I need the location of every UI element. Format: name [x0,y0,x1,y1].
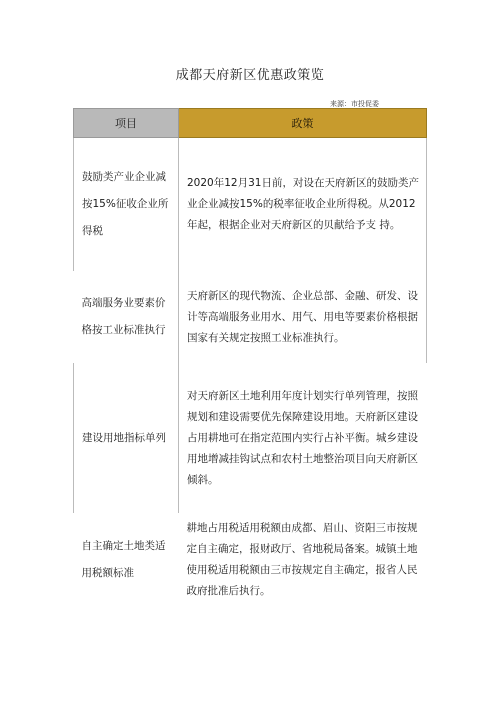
row-policy-text: 天府新区的现代物流、企业总部、金融、研发、设计等高端服务业用水、用气、用电等要素价格根据国家有关规定按照工业标准执行。 [187,289,418,344]
row-item-cell [74,138,179,272]
row-item-cell [74,363,179,513]
table-row [74,513,427,607]
source-note: 来源：市投促委 [330,100,379,108]
row-policy-text: 2020年12月31日前，对设在天府新区的鼓励类产业企业减按15%的税率征收企业所得税。从2012年起，根据企业对天府新区的贝献给予支 持。 [187,177,419,231]
header-item: 项目 [74,109,179,138]
document-title: 成都天府新区优惠政策览 [175,68,325,83]
row-item-cell [74,513,179,607]
row-policy-cell [179,513,427,607]
table-row [74,271,427,363]
row-item-text: 高端服务业要素价格按工业标准执行 [81,297,166,336]
row-policy-text: 对天府新区土地利用年度计划实行单列管理，按照规划和建设需要优先保障建设用地。天府新区建设占用耕地可在指定范围内实行占补平衡。城乡建设用地增减挂钩试点和农村土地整治项目向天府新区倾斜。 [187,389,418,486]
table-row [74,138,427,272]
table-row [74,363,427,513]
row-item-text: 自主确定土地类适用税额标准 [81,540,166,579]
header-policy: 政策 [179,109,427,138]
row-item-text: 鼓励类产业企业减按15%征收企业所得税 [82,171,169,237]
policy-table [73,108,427,607]
row-item-cell [74,271,179,363]
row-policy-cell [179,363,427,513]
row-policy-cell [179,271,427,363]
row-policy-text: 耕地占用税适用税额由成都、眉山、资阳三市按规定自主确定，报财政厅、省地税局备案。城镇土地使用税适用税额由三市按规定自主确定，报省人民政府批准后执行。 [186,522,418,597]
row-policy-cell [179,138,427,272]
table-header-row [74,109,427,138]
row-item-text: 建设用地指标单列 [82,431,166,444]
